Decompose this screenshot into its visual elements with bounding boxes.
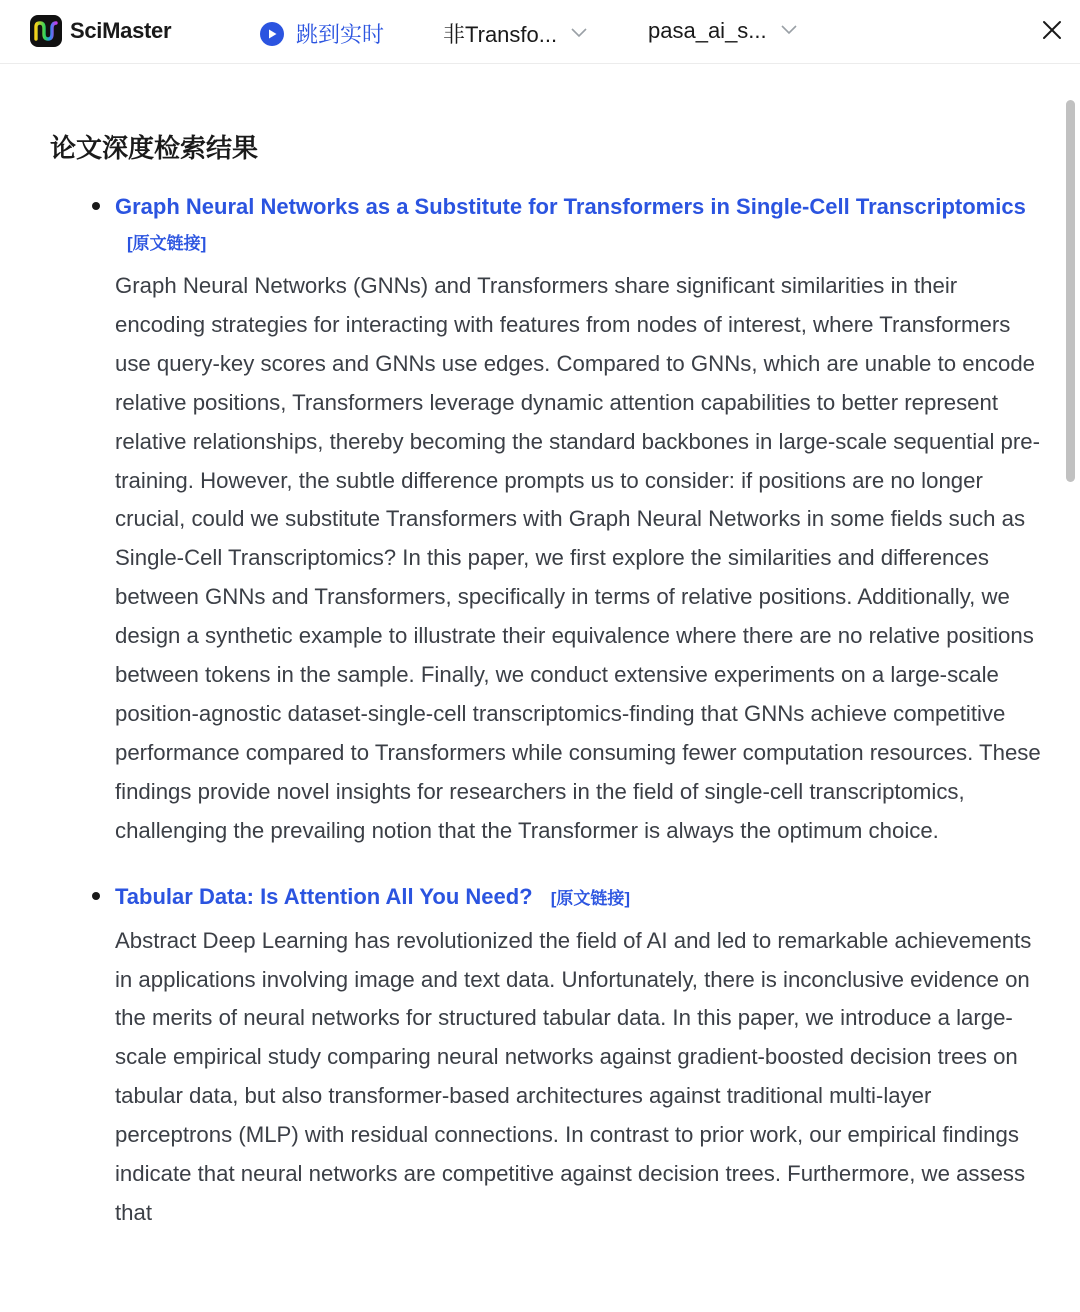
list-item <box>0 879 1062 1233</box>
list-item <box>0 189 1062 851</box>
task-dropdown-label: 非Transfo... <box>443 22 558 47</box>
source-link[interactable]: [原文链接] <box>127 234 207 253</box>
page-title: 论文深度检索结果 <box>50 133 259 163</box>
app-name: SciMaster <box>70 18 172 43</box>
scimaster-logo-icon <box>30 15 62 47</box>
top-bar <box>0 0 1080 64</box>
jump-to-live-label: 跳到实时 <box>296 22 385 47</box>
jump-to-live-button[interactable] <box>260 18 384 49</box>
agent-dropdown[interactable] <box>648 18 797 44</box>
result-abstract: Abstract Deep Learning has revolutionized the field of AI and led to remarkable achievements in applications involving image and text data. Unfortunately, there is inconclusive evidence on the merits of neural networks for structured tabular data. In this paper, we introduce a large-scale empirical study comparing neural networks against gradient-boosted decision trees on tabular data, but also transformer-based architectures against traditional multi-layer perceptrons (MLP) with residual connections. In contrast to prior work, our empirical findings indicate that neural networks are competitive against decision trees. Furthermore, we assess that <box>115 927 1032 1225</box>
app-logo[interactable] <box>30 15 171 47</box>
result-title-link[interactable]: Graph Neural Networks as a Substitute for Transformers in Single-Cell Transcriptomics <box>115 194 1026 219</box>
scrollbar-thumb[interactable] <box>1066 100 1075 482</box>
chevron-down-icon <box>571 25 587 43</box>
play-circle-icon <box>260 22 284 46</box>
source-link[interactable]: [原文链接] <box>550 888 631 908</box>
agent-dropdown-label: pasa_ai_s... <box>648 18 767 43</box>
result-title-line <box>115 189 1042 261</box>
result-title-link[interactable]: Tabular Data: Is Attention All You Need? <box>115 883 533 909</box>
result-title-line <box>115 879 1042 916</box>
results-panel <box>0 64 1062 1312</box>
close-button[interactable] <box>1038 18 1066 46</box>
result-abstract: Graph Neural Networks (GNNs) and Transformers share significant similarities in their encoding strategies for interacting with features from nodes of interest, where Transformers use query-key scores and GNNs use edges. Compared to GNNs, which are unable to encode relative positions, Transformers leverage dynamic attention capabilities to better represent relative relationships, thereby becoming the standard backbones in large-scale sequential pre-training. However, the subtle difference prompts us to consider: if positions are no longer crucial, could we substitute Transformers with Graph Neural Networks in some fields such as Single-Cell Transcriptomics? In this paper, we first explore the similarities and differences between GNNs and Transformers, specifically in terms of relative positions. Additionally, we design a synthetic example to illustrate their equivalence where there are no relative positions between tokens in the sample. Finally, we conduct extensive experiments on a large-scale position-agnostic dataset-single-cell transcriptomics-finding that GNNs achieve competitive performance compared to Transformers while consuming fewer computation resources. These findings provide novel insights for researchers in the field of single-cell transcriptomics, challenging the prevailing notion that the Transformer is always the optimum choice. <box>115 273 1041 843</box>
bullet-icon <box>92 892 100 900</box>
close-icon <box>1042 20 1062 45</box>
task-dropdown[interactable] <box>443 18 587 49</box>
chevron-down-icon <box>781 22 797 40</box>
results-list <box>0 189 1062 1233</box>
bullet-icon <box>92 202 100 210</box>
